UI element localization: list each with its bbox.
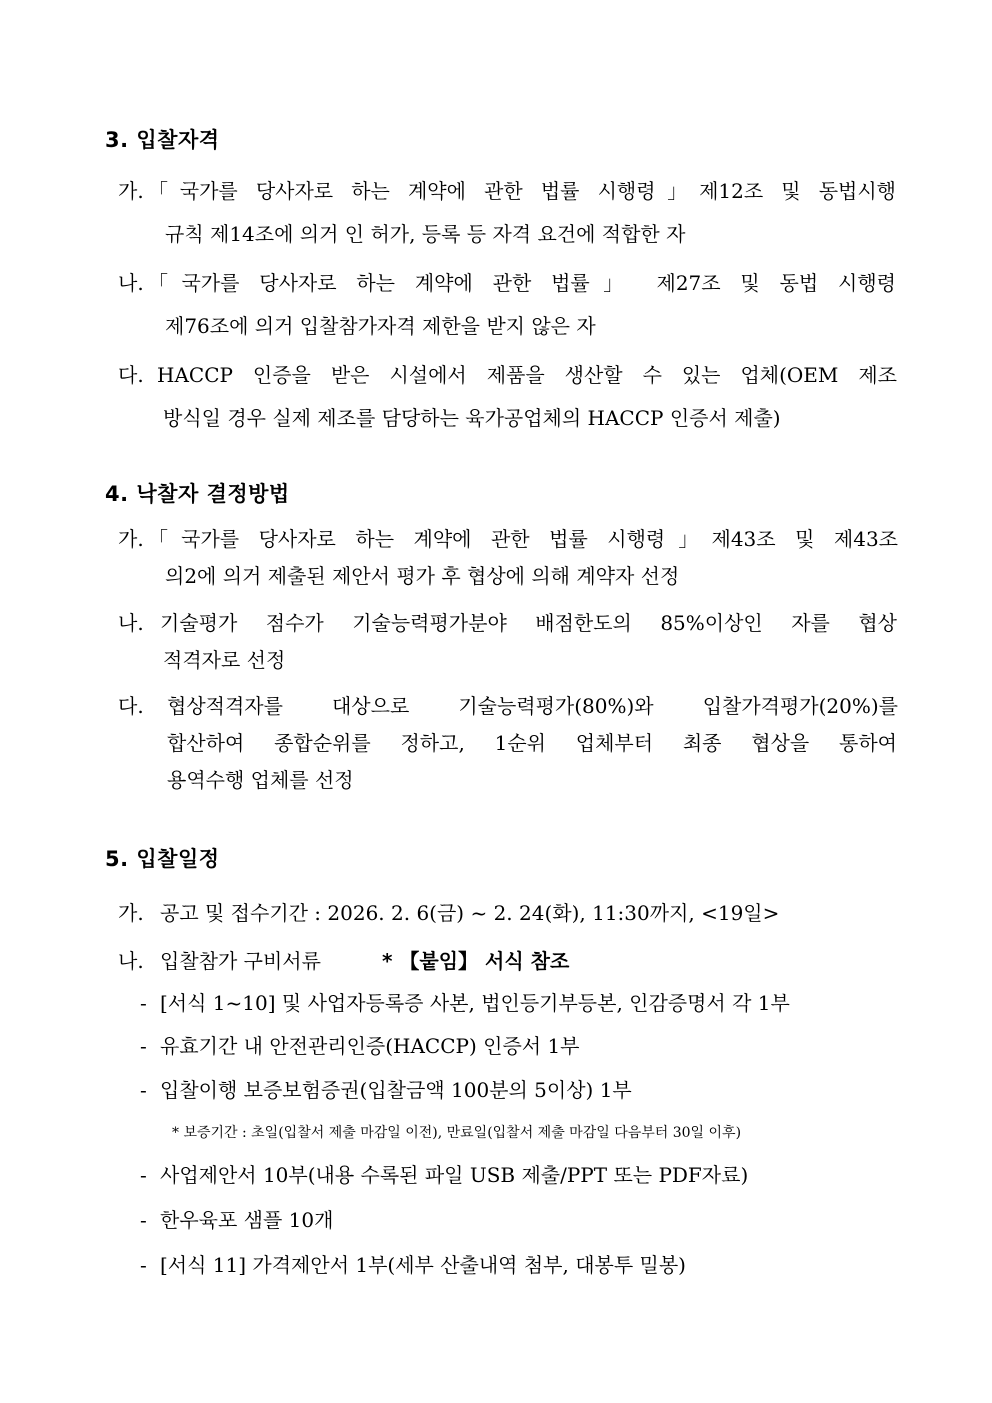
item-text: 제76조에 의거 입찰참가자격 제한을 받지 않은 자 — [165, 314, 596, 338]
bullet-text: 입찰이행 보증보험증권(입찰금액 100분의 5이상) 1부 — [160, 1078, 632, 1102]
bullet-text: 유효기간 내 안전관리인증(HACCP) 인증서 1부 — [160, 1034, 580, 1058]
bullet-dash: - — [140, 1253, 147, 1277]
bullet-dash: - — [140, 1034, 147, 1058]
item-text: 방식일 경우 실제 제조를 담당하는 육가공업체의 HACCP 인증서 제출) — [163, 406, 781, 430]
bullet-text: 사업제안서 10부(내용 수록된 파일 USB 제출/PPT 또는 PDF자료) — [160, 1163, 749, 1187]
item-marker: 다. — [118, 363, 144, 387]
item-text: 규칙 제14조에 의거 인 허가, 등록 등 자격 요건에 적합한 자 — [165, 222, 686, 246]
item-text: 입찰참가 구비서류 — [160, 949, 321, 973]
item-text: 「국가를 당사자로 하는 계약에 관한 법률 시행령」제12조 및 동법시행 — [148, 179, 896, 203]
item-marker: 다. — [118, 694, 144, 718]
item-marker: 나. — [118, 949, 144, 973]
bullet-dash: - — [140, 1163, 147, 1187]
guarantee-note: * 보증기간 : 초일(입찰서 제출 마감일 이전), 만료일(입찰서 제출 마감일 다음부터 30일 이후) — [172, 1125, 742, 1141]
section-heading-5: 5. 입찰일정 — [105, 847, 220, 871]
item-text: 적격자로 선정 — [163, 648, 286, 672]
item-marker: 가. — [118, 527, 144, 551]
item-text: 협상적격자를 대상으로 기술능력평가(80%)와 입찰가격평가(20%)를 — [167, 694, 898, 718]
item-text: HACCP 인증을 받은 시설에서 제품을 생산할 수 있는 업체(OEM 제조 — [157, 363, 897, 387]
bullet-text: [서식 11] 가격제안서 1부(세부 산출내역 첨부, 대봉투 밀봉) — [160, 1253, 686, 1277]
bullet-text: [서식 1~10] 및 사업자등록증 사본, 법인등기부등본, 인감증명서 각 1부 — [160, 991, 790, 1015]
bullet-text: 한우육포 샘플 10개 — [160, 1208, 334, 1232]
section-heading-4: 4. 낙찰자 결정방법 — [105, 482, 290, 506]
item-marker: 나. — [118, 611, 144, 635]
item-text: 용역수행 업체를 선정 — [167, 768, 354, 792]
item-marker: 나. — [118, 271, 144, 295]
item-text: 「국가를 당사자로 하는 계약에 관한 법률」 제27조 및 동법 시행령 — [148, 271, 896, 295]
bullet-dash: - — [140, 1208, 147, 1232]
item-marker: 가. — [118, 179, 144, 203]
item-text: 의2에 의거 제출된 제안서 평가 후 협상에 의해 계약자 선정 — [165, 564, 680, 588]
bullet-dash: - — [140, 991, 147, 1015]
attachment-reference: * 【붙임】 서식 참조 — [382, 949, 570, 973]
bullet-dash: - — [140, 1078, 147, 1102]
item-text: 공고 및 접수기간 : 2026. 2. 6(금) ~ 2. 24(화), 11:30까지, <19일> — [160, 901, 780, 925]
section-heading-3: 3. 입찰자격 — [105, 128, 220, 152]
item-text: 「국가를 당사자로 하는 계약에 관한 법률 시행령」제43조 및 제43조 — [148, 527, 898, 551]
item-text: 기술평가 점수가 기술능력평가분야 배점한도의 85%이상인 자를 협상 — [160, 611, 897, 635]
item-marker: 가. — [118, 901, 144, 925]
item-text: 합산하여 종합순위를 정하고, 1순위 업체부터 최종 협상을 통하여 — [167, 731, 897, 755]
